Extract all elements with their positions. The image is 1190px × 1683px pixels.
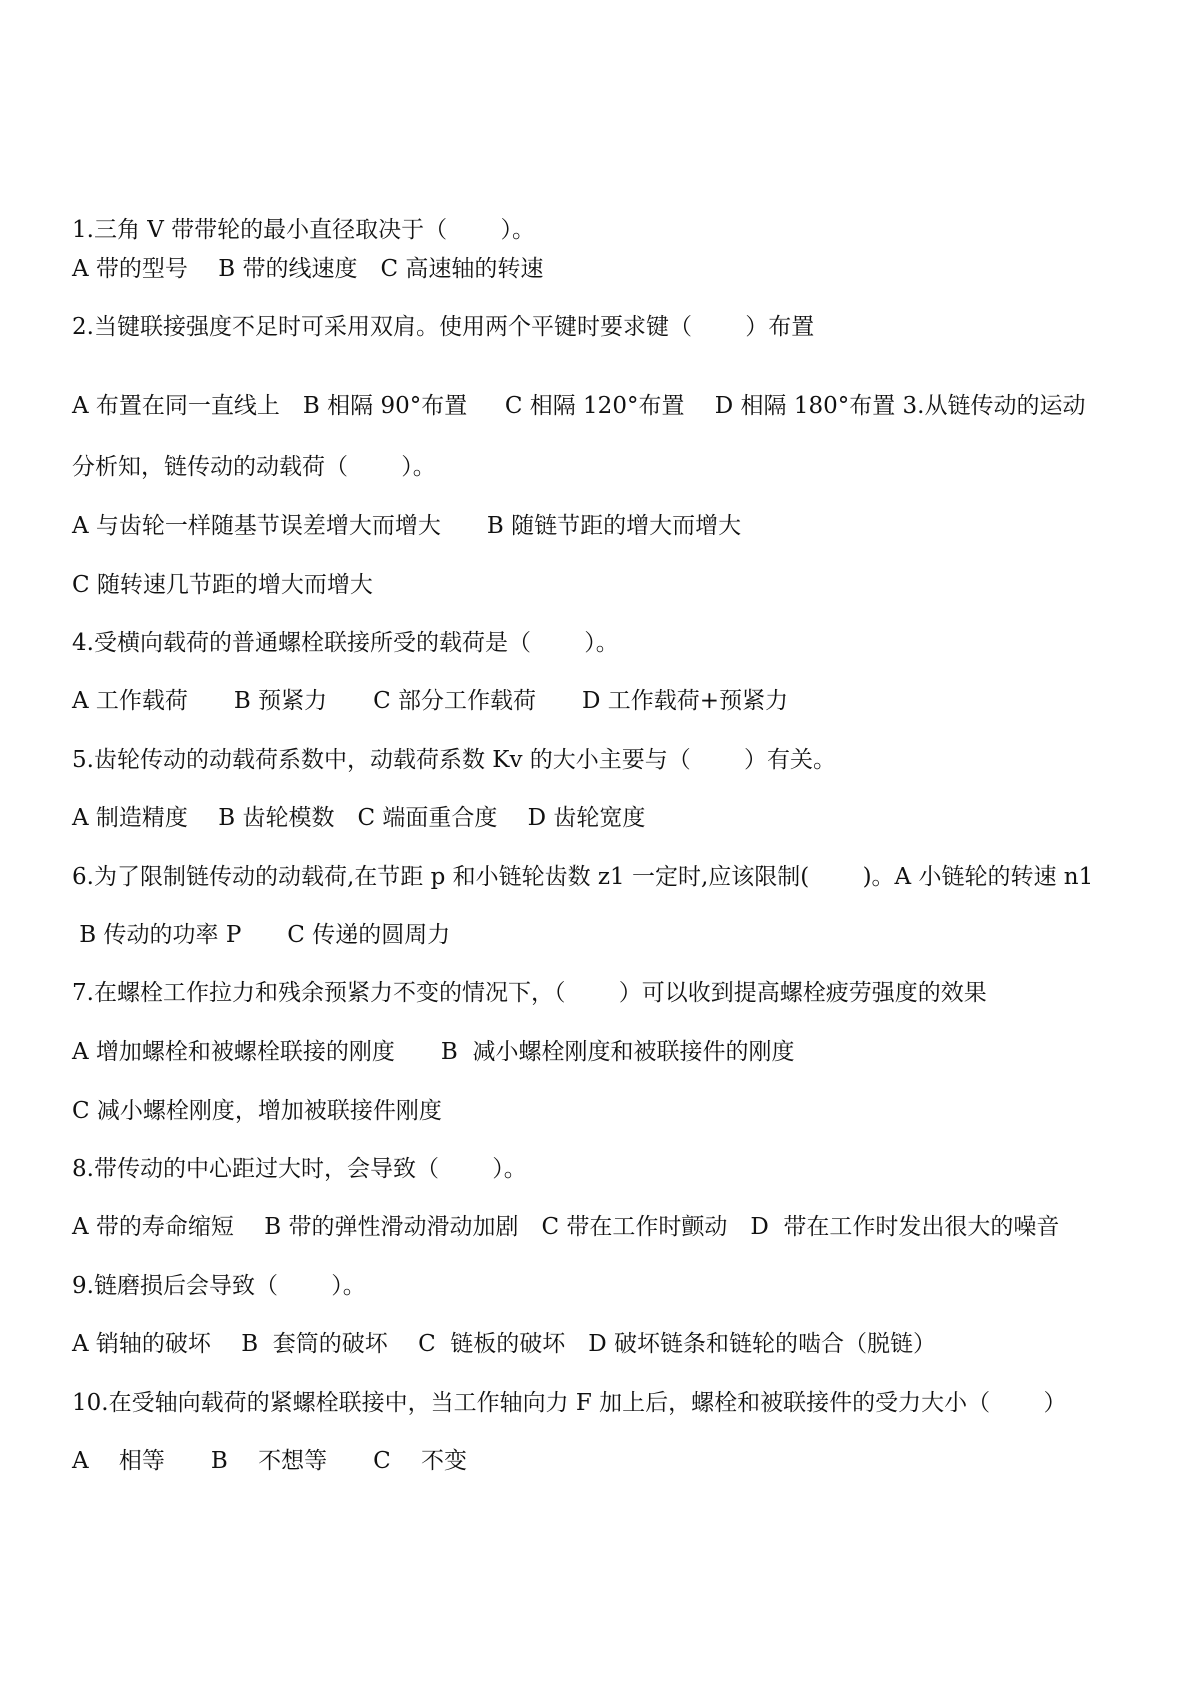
- question-4: 4.受横向载荷的普通螺栓联接所受的载荷是（ ）。: [72, 630, 619, 656]
- question-6: 6.为了限制链传动的动载荷,在节距 p 和小链轮齿数 z1 一定时,应该限制( )。A 小链轮的转速 n1: [72, 864, 1094, 890]
- question-5: 5.齿轮传动的动载荷系数中，动载荷系数 Kv 的大小主要与（ ）有关。: [72, 747, 837, 773]
- question-9: 9.链磨损后会导致（ ）。: [72, 1273, 366, 1299]
- question-8-options: A 带的寿命缩短 B 带的弹性滑动滑动加剧 C 带在工作时颤动 D 带在工作时发出很大的噪音: [72, 1214, 1060, 1240]
- question-5-options: A 制造精度 B 齿轮模数 C 端面重合度 D 齿轮宽度: [72, 805, 646, 831]
- question-7-options-a-b: A 增加螺栓和被螺栓联接的刚度 B 减小螺栓刚度和被联接件的刚度: [72, 1039, 795, 1065]
- question-2: 2.当键联接强度不足时可采用双肩。使用两个平键时要求键（ ）布置: [72, 314, 815, 340]
- question-3-option-c: C 随转速几节距的增大而增大: [72, 572, 373, 598]
- question-10: 10.在受轴向载荷的紧螺栓联接中，当工作轴向力 F 加上后，螺栓和被联接件的受力大小（ ）: [72, 1390, 1067, 1416]
- question-4-options: A 工作载荷 B 预紧力 C 部分工作载荷 D 工作载荷+预紧力: [72, 688, 789, 714]
- question-7-option-c: C 减小螺栓刚度，增加被联接件刚度: [72, 1098, 442, 1124]
- question-1-options: A 带的型号 B 带的线速度 C 高速轴的转速: [72, 256, 544, 282]
- question-1: 1.三角 V 带带轮的最小直径取决于（ ）。: [72, 217, 535, 243]
- question-2-options-and-question-3: A 布置在同一直线上 B 相隔 90°布置 C 相隔 120°布置 D 相隔 180°布置 3.从链传动的运动: [72, 393, 1086, 419]
- question-8: 8.带传动的中心距过大时，会导致（ ）。: [72, 1156, 527, 1182]
- question-10-options: A 相等 B 不想等 C 不变: [72, 1448, 468, 1474]
- question-6-options-continued: B 传动的功率 P C 传递的圆周力: [72, 922, 451, 948]
- question-3-options-a-b: A 与齿轮一样随基节误差增大而增大 B 随链节距的增大而增大: [72, 513, 742, 539]
- question-9-options: A 销轴的破坏 B 套筒的破坏 C 链板的破坏 D 破坏链条和链轮的啮合（脱链）: [72, 1331, 937, 1357]
- question-7: 7.在螺栓工作拉力和残余预紧力不变的情况下，（ ）可以收到提高螺栓疲劳强度的效果: [72, 980, 987, 1006]
- question-3-continued: 分析知，链传动的动载荷（ ）。: [72, 454, 436, 480]
